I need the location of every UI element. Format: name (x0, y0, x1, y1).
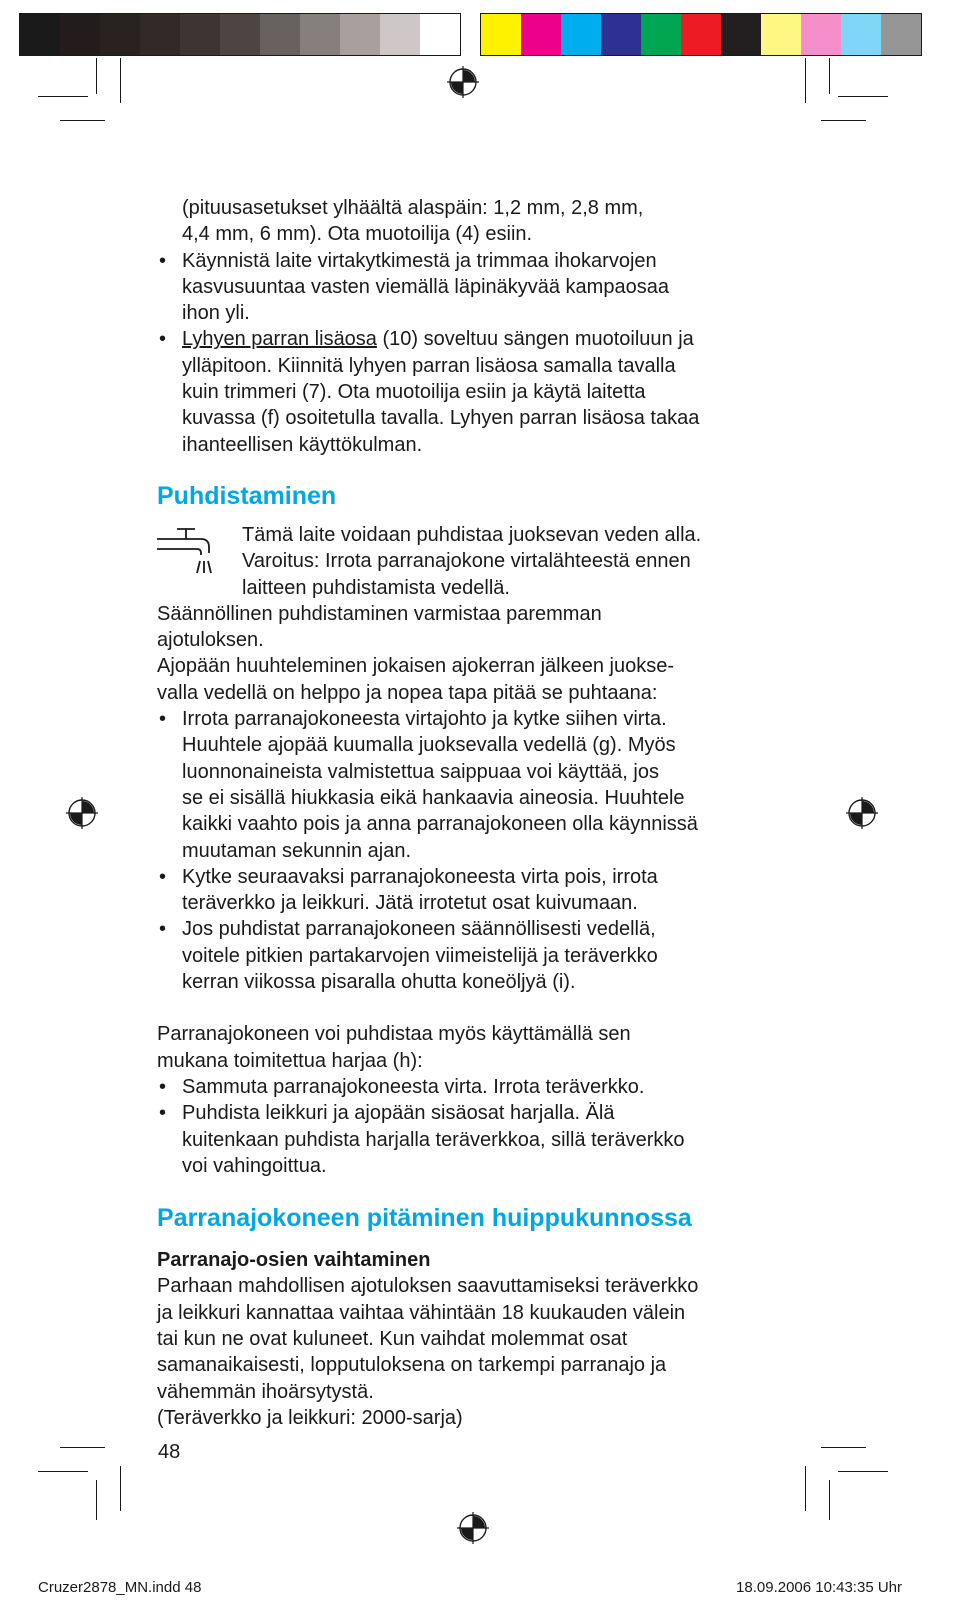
section-heading-cleaning: Puhdistaminen (157, 481, 337, 510)
color-swatch (801, 14, 841, 55)
crop-mark (96, 1480, 97, 1520)
crop-mark (38, 96, 88, 97)
list-item: • Käynnistä laite virtakytkimestä ja trimmaa ihokarvojen kasvusuuntaa vasten viemällä läpinäkyvää kampaosaa ihon yli. (157, 248, 797, 327)
color-swatch (721, 14, 761, 55)
section-heading-maintenance: Parranajokoneen pitäminen huippukunnossa (157, 1204, 692, 1233)
color-swatch (420, 14, 460, 55)
list-item-text: (10) soveltuu sängen muotoiluun ja ylläpitoon. Kiinnitä lyhyen parran lisäosa samalla tavalla kuin trimmeri (7). Ota muotoilija esiin ja käytä laitetta kuvassa (f) osoitetulla tavalla. Lyhyen parran lisäosa takaa ihanteellisen käyttökulman. (182, 328, 700, 456)
crop-mark (829, 58, 830, 94)
footer-file-name: Cruzer2878_MN.indd 48 (38, 1579, 202, 1596)
color-swatch (60, 14, 100, 55)
color-swatch (561, 14, 601, 55)
registration-mark-icon (846, 797, 878, 829)
intro-bullet-list (157, 248, 797, 458)
page-content (157, 195, 797, 1431)
list-item: • Irrota parranajokoneesta virtajohto ja kytke siihen virta. Huuhtele ajopää kuumalla juoksevalla vedellä (g). Myös luonnonaineista valmistettua saippuaa voi käyttää, jos se ei sisällä hiukkasia eikä hankaavia aineosia. Huuhtele kaikki vaahto pois ja anna parranajokoneen olla käynnissä muutaman sekunnin ajan. (157, 706, 797, 864)
crop-mark (829, 1480, 830, 1520)
list-item: • Sammuta parranajokoneesta virta. Irrota teräverkko. (157, 1074, 797, 1100)
crop-mark (805, 1466, 806, 1511)
color-swatch (140, 14, 180, 55)
color-swatch (841, 14, 881, 55)
list-item: • Kytke seuraavaksi parranajokoneesta virta pois, irrota teräverkko ja leikkuri. Jätä irrotetut osat kuivumaan. (157, 864, 797, 917)
list-item: • Jos puhdistat parranajokoneen säännöllisesti vedellä, voitele pitkien partakarvojen viimeistelijä ja teräverkko kerran viikossa pisaralla ohutta koneöljyä (i). (157, 916, 797, 995)
color-swatch (601, 14, 641, 55)
subheading: Parranajo-osien vaihtaminen (157, 1249, 431, 1272)
color-swatch (340, 14, 380, 55)
paragraph: Parranajokoneen voi puhdistaa myös käyttämällä sen mukana toimitettua harjaa (h): (157, 1023, 631, 1072)
crop-mark (120, 58, 121, 103)
color-swatch (380, 14, 420, 55)
color-swatch (260, 14, 300, 55)
crop-mark (805, 58, 806, 103)
color-swatch (481, 14, 521, 55)
cleaning-bullet-list (157, 706, 797, 995)
intro-continuation: (pituusasetukset ylhäältä alaspäin: 1,2 mm, 2,8 mm, 4,4 mm, 6 mm). Ota muotoilija (4) esiin. (182, 197, 644, 246)
paragraph: (Teräverkko ja leikkuri: 2000-sarja) (157, 1406, 463, 1429)
page-number: 48 (158, 1441, 181, 1463)
crop-mark (821, 120, 866, 121)
attachment-term: Lyhyen parran lisäosa (182, 328, 377, 351)
color-swatch (100, 14, 140, 55)
registration-mark-icon (66, 797, 98, 829)
crop-mark (120, 1466, 121, 1511)
crop-mark (60, 120, 105, 121)
crop-mark (60, 1447, 105, 1448)
paragraph: Säännöllinen puhdistaminen varmistaa paremman ajotuloksen. (157, 602, 602, 652)
list-item: • Puhdista leikkuri ja ajopään sisäosat harjalla. Älä kuitenkaan puhdista harjalla teräverkkoa, sillä teräverkko voi vahingoittua. (157, 1100, 797, 1179)
color-swatch (220, 14, 260, 55)
crop-mark (96, 58, 97, 94)
list-item (157, 326, 797, 457)
footer-timestamp: 18.09.2006 10:43:35 Uhr (736, 1579, 902, 1596)
crop-mark (38, 1471, 88, 1472)
tap-notice-text: Tämä laite voidaan puhdistaa juoksevan veden alla. Varoitus: Irrota parranajokone virtalähteestä ennen laitteen puhdistamista vedellä. (242, 523, 702, 599)
color-swatch (521, 14, 561, 55)
color-swatch (681, 14, 721, 55)
crop-mark (821, 1447, 866, 1448)
tap-notice (157, 525, 797, 601)
brush-bullet-list (157, 1074, 797, 1179)
color-swatch (881, 14, 921, 55)
color-swatch (300, 14, 340, 55)
color-swatch (641, 14, 681, 55)
gray-color-bar (19, 13, 461, 56)
water-tap-icon (157, 525, 213, 577)
color-swatch (20, 14, 60, 55)
registration-mark-icon (447, 66, 479, 98)
registration-mark-icon (457, 1512, 489, 1544)
crop-mark (838, 96, 888, 97)
color-swatch (761, 14, 801, 55)
process-color-bar (480, 13, 922, 56)
paragraph: Ajopään huuhteleminen jokaisen ajokerran jälkeen juokse- valla vedellä on helppo ja nopea tapa pitää se puhtaana: (157, 655, 675, 704)
crop-mark (838, 1471, 888, 1472)
paragraph: Parhaan mahdollisen ajotuloksen saavuttamiseksi teräverkko ja leikkuri kannattaa vaihtaa vähintään 18 kuukauden välein tai kun ne ovat kuluneet. Kun vaihdat molemmat osat samanaikaisesti, lopputuloksena on tarkempi parranajo ja vähemmän ihoärsytystä. (157, 1275, 699, 1403)
color-swatch (180, 14, 220, 55)
